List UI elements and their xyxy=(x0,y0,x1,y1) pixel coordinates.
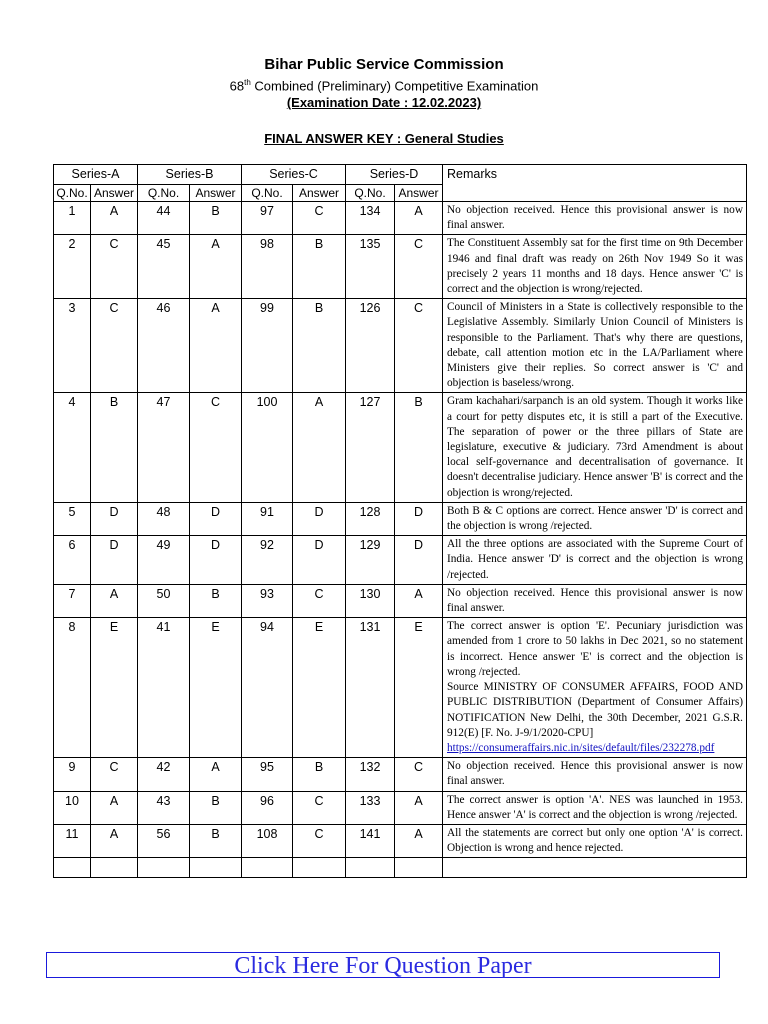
series-a-answer: E xyxy=(91,618,138,758)
series-c-answer: C xyxy=(293,584,346,617)
remarks-cell xyxy=(443,235,747,299)
remarks-cell xyxy=(443,202,747,235)
remark-text: The correct answer is option 'A'. NES was launched in 1953. Hence answer 'A' is correct and the objection is wrong /rejected. xyxy=(447,793,743,821)
remarks-header: Remarks xyxy=(443,165,747,202)
series-d-qno: 134 xyxy=(346,202,395,235)
series-d-answer: D xyxy=(395,536,443,585)
series-b-answer: A xyxy=(190,758,242,791)
series-b-qno: 48 xyxy=(138,502,190,535)
series-c-header: Series-C xyxy=(242,165,346,185)
series-c-answer: D xyxy=(293,536,346,585)
series-b-qno xyxy=(138,858,190,878)
qno-header: Q.No. xyxy=(242,185,293,202)
series-d-answer: B xyxy=(395,393,443,502)
table-row xyxy=(54,235,747,299)
series-a-qno: 1 xyxy=(54,202,91,235)
answer-header: Answer xyxy=(395,185,443,202)
table-row xyxy=(54,393,747,502)
series-c-qno: 108 xyxy=(242,824,293,857)
remarks-cell xyxy=(443,536,747,585)
remark-text: No objection received. Hence this provisional answer is now final answer. xyxy=(447,586,743,615)
series-d-qno: 130 xyxy=(346,584,395,617)
table-row xyxy=(54,584,747,617)
series-d-qno: 128 xyxy=(346,502,395,535)
series-b-answer: B xyxy=(190,202,242,235)
series-c-answer: D xyxy=(293,502,346,535)
series-c-qno: 96 xyxy=(242,791,293,824)
series-d-header: Series-D xyxy=(346,165,443,185)
remarks-cell xyxy=(443,858,747,878)
answer-key-title: FINAL ANSWER KEY : General Studies xyxy=(264,131,504,146)
series-c-answer: C xyxy=(293,202,346,235)
series-a-answer: D xyxy=(91,536,138,585)
series-d-qno xyxy=(346,858,395,878)
qno-header: Q.No. xyxy=(138,185,190,202)
commission-title: Bihar Public Service Commission xyxy=(264,56,504,73)
series-a-qno: 9 xyxy=(54,758,91,791)
answer-header: Answer xyxy=(293,185,346,202)
series-a-answer: A xyxy=(91,202,138,235)
table-row xyxy=(54,536,747,585)
table-row xyxy=(54,618,747,758)
series-c-answer: C xyxy=(293,791,346,824)
answer-rows xyxy=(54,202,747,878)
series-a-answer xyxy=(91,858,138,878)
series-b-qno: 56 xyxy=(138,824,190,857)
series-d-qno: 129 xyxy=(346,536,395,585)
series-c-qno: 97 xyxy=(242,202,293,235)
series-c-answer: C xyxy=(293,824,346,857)
exam-date: (Examination Date : 12.02.2023) xyxy=(286,95,482,110)
series-b-answer: E xyxy=(190,618,242,758)
table-row xyxy=(54,299,747,393)
series-d-qno: 141 xyxy=(346,824,395,857)
series-d-qno: 131 xyxy=(346,618,395,758)
series-d-answer: A xyxy=(395,202,443,235)
remarks-cell xyxy=(443,502,747,535)
series-c-qno: 100 xyxy=(242,393,293,502)
series-d-qno: 126 xyxy=(346,299,395,393)
answer-key-table xyxy=(53,164,747,878)
remarks-cell xyxy=(443,393,747,502)
series-b-qno: 43 xyxy=(138,791,190,824)
table-row xyxy=(54,824,747,857)
subtitle-text: Combined (Preliminary) Competitive Examination xyxy=(250,78,539,94)
table-row xyxy=(54,202,747,235)
series-d-qno: 132 xyxy=(346,758,395,791)
series-b-answer: D xyxy=(190,502,242,535)
series-b-header: Series-B xyxy=(138,165,242,185)
series-b-answer: D xyxy=(190,536,242,585)
remark-text: No objection received. Hence this provisional answer is now final answer. xyxy=(447,204,743,232)
series-c-answer: E xyxy=(293,618,346,758)
series-b-qno: 41 xyxy=(138,618,190,758)
series-a-qno: 4 xyxy=(54,393,91,502)
series-d-answer: A xyxy=(395,824,443,857)
remarks-cell xyxy=(443,299,747,393)
series-a-answer: B xyxy=(91,393,138,502)
series-header-row xyxy=(54,165,747,185)
series-b-answer: B xyxy=(190,791,242,824)
table-row xyxy=(54,502,747,535)
series-b-qno: 45 xyxy=(138,235,190,299)
remark-text: All the statements are correct but only one option 'A' is correct. Objection is wrong and hence rejected. xyxy=(447,826,743,855)
series-d-qno: 133 xyxy=(346,791,395,824)
series-c-qno: 95 xyxy=(242,758,293,791)
series-a-answer: C xyxy=(91,235,138,299)
series-a-qno xyxy=(54,858,91,878)
series-a-qno: 3 xyxy=(54,299,91,393)
series-b-qno: 42 xyxy=(138,758,190,791)
series-d-qno: 135 xyxy=(346,235,395,299)
remark-text: All the three options are associated with the Supreme Court of India. Hence answer 'D' is correct and the objection is wrong /rejected. xyxy=(447,538,743,581)
series-a-qno: 10 xyxy=(54,791,91,824)
series-d-answer: C xyxy=(395,299,443,393)
series-d-answer: A xyxy=(395,584,443,617)
series-c-qno: 93 xyxy=(242,584,293,617)
series-a-qno: 2 xyxy=(54,235,91,299)
table-row xyxy=(54,758,747,791)
remarks-cell xyxy=(443,824,747,857)
series-b-answer: A xyxy=(190,299,242,393)
series-a-header: Series-A xyxy=(54,165,138,185)
series-b-qno: 49 xyxy=(138,536,190,585)
series-a-answer: C xyxy=(91,758,138,791)
series-c-qno: 94 xyxy=(242,618,293,758)
table-row xyxy=(54,858,747,878)
question-paper-link-button[interactable]: Click Here For Question Paper xyxy=(46,952,720,978)
series-b-answer: A xyxy=(190,235,242,299)
series-d-answer: C xyxy=(395,758,443,791)
remark-text: Council of Ministers in a State is collectively responsible to the Legislative Assembly. Similarly Union Council of Ministers is responsible to the Parliament. That's why there are questions, debate, call attention motion etc in the LA/Parliament where Ministers give their replies. So correct answer is 'C' and objection is baseless/wrong. xyxy=(447,301,743,390)
series-a-answer: C xyxy=(91,299,138,393)
series-d-answer: E xyxy=(395,618,443,758)
source-link[interactable]: https://consumeraffairs.nic.in/sites/default/files/232278.pdf xyxy=(447,741,715,754)
series-a-qno: 6 xyxy=(54,536,91,585)
remarks-cell xyxy=(443,791,747,824)
series-c-qno: 92 xyxy=(242,536,293,585)
remarks-cell xyxy=(443,618,747,758)
series-b-answer xyxy=(190,858,242,878)
series-c-answer xyxy=(293,858,346,878)
series-b-answer: C xyxy=(190,393,242,502)
series-a-answer: A xyxy=(91,824,138,857)
series-d-answer: A xyxy=(395,791,443,824)
remark-text: Gram kachahari/sarpanch is an old system. Though it works like a court for petty disputes etc, it is still a part of the Executive. The separation of power or the three pillars of State are legislature, executive & judiciary. 73rd Amendment is about local self-governance and decentralisation of governance. It doesn't decentralise judiciary. Hence answer 'B' is correct and the objection is wrong/rejected. xyxy=(447,395,743,499)
qno-header: Q.No. xyxy=(54,185,91,202)
series-b-qno: 47 xyxy=(138,393,190,502)
remarks-cell xyxy=(443,584,747,617)
series-c-qno: 99 xyxy=(242,299,293,393)
remarks-cell xyxy=(443,758,747,791)
exam-subtitle xyxy=(0,78,768,93)
series-d-answer xyxy=(395,858,443,878)
series-b-qno: 50 xyxy=(138,584,190,617)
remark-text: No objection received. Hence this provisional answer is now final answer. xyxy=(447,760,743,788)
series-d-qno: 127 xyxy=(346,393,395,502)
series-b-qno: 44 xyxy=(138,202,190,235)
series-d-answer: C xyxy=(395,235,443,299)
series-c-qno: 91 xyxy=(242,502,293,535)
series-c-qno: 98 xyxy=(242,235,293,299)
series-c-answer: B xyxy=(293,235,346,299)
answer-header: Answer xyxy=(91,185,138,202)
series-a-qno: 11 xyxy=(54,824,91,857)
remark-text: The Constituent Assembly sat for the first time on 9th December 1946 and final draft was ready on 26th Nov 1949 So it was precisely 2 years 11 months and 18 days. Hence answer 'C' is correct and the objection is wrong/rejected. xyxy=(447,237,743,296)
subtitle-ordinal: th xyxy=(244,78,251,87)
series-a-qno: 7 xyxy=(54,584,91,617)
series-a-answer: A xyxy=(91,584,138,617)
series-a-answer: D xyxy=(91,502,138,535)
series-c-answer: B xyxy=(293,758,346,791)
series-a-qno: 8 xyxy=(54,618,91,758)
subtitle-number: 68 xyxy=(229,78,245,94)
remark-text: The correct answer is option 'E'. Pecuniary jurisdiction was amended from 1 crore to 50 lakhs in Dec 2021, so no statement is incorrect. Hence answer 'E' is correct and the objection is wrong /rejected. xyxy=(447,620,743,678)
series-d-answer: D xyxy=(395,502,443,535)
series-a-qno: 5 xyxy=(54,502,91,535)
series-b-answer: B xyxy=(190,824,242,857)
series-a-answer: A xyxy=(91,791,138,824)
remark-text: Both B & C options are correct. Hence answer 'D' is correct and the objection is wrong /rejected. xyxy=(447,504,743,533)
answer-header: Answer xyxy=(190,185,242,202)
remark-text: Source MINISTRY OF CONSUMER AFFAIRS, FOOD AND PUBLIC DISTRIBUTION (Department of Consumer Affairs) NOTIFICATION New Delhi, the 30th December, 2021 G.S.R. 912(E) [F. No. J-9/1/2020-CPU] xyxy=(447,681,743,739)
series-c-answer: B xyxy=(293,299,346,393)
series-b-answer: B xyxy=(190,584,242,617)
series-c-qno xyxy=(242,858,293,878)
series-b-qno: 46 xyxy=(138,299,190,393)
series-c-answer: A xyxy=(293,393,346,502)
table-row xyxy=(54,791,747,824)
qno-header: Q.No. xyxy=(346,185,395,202)
